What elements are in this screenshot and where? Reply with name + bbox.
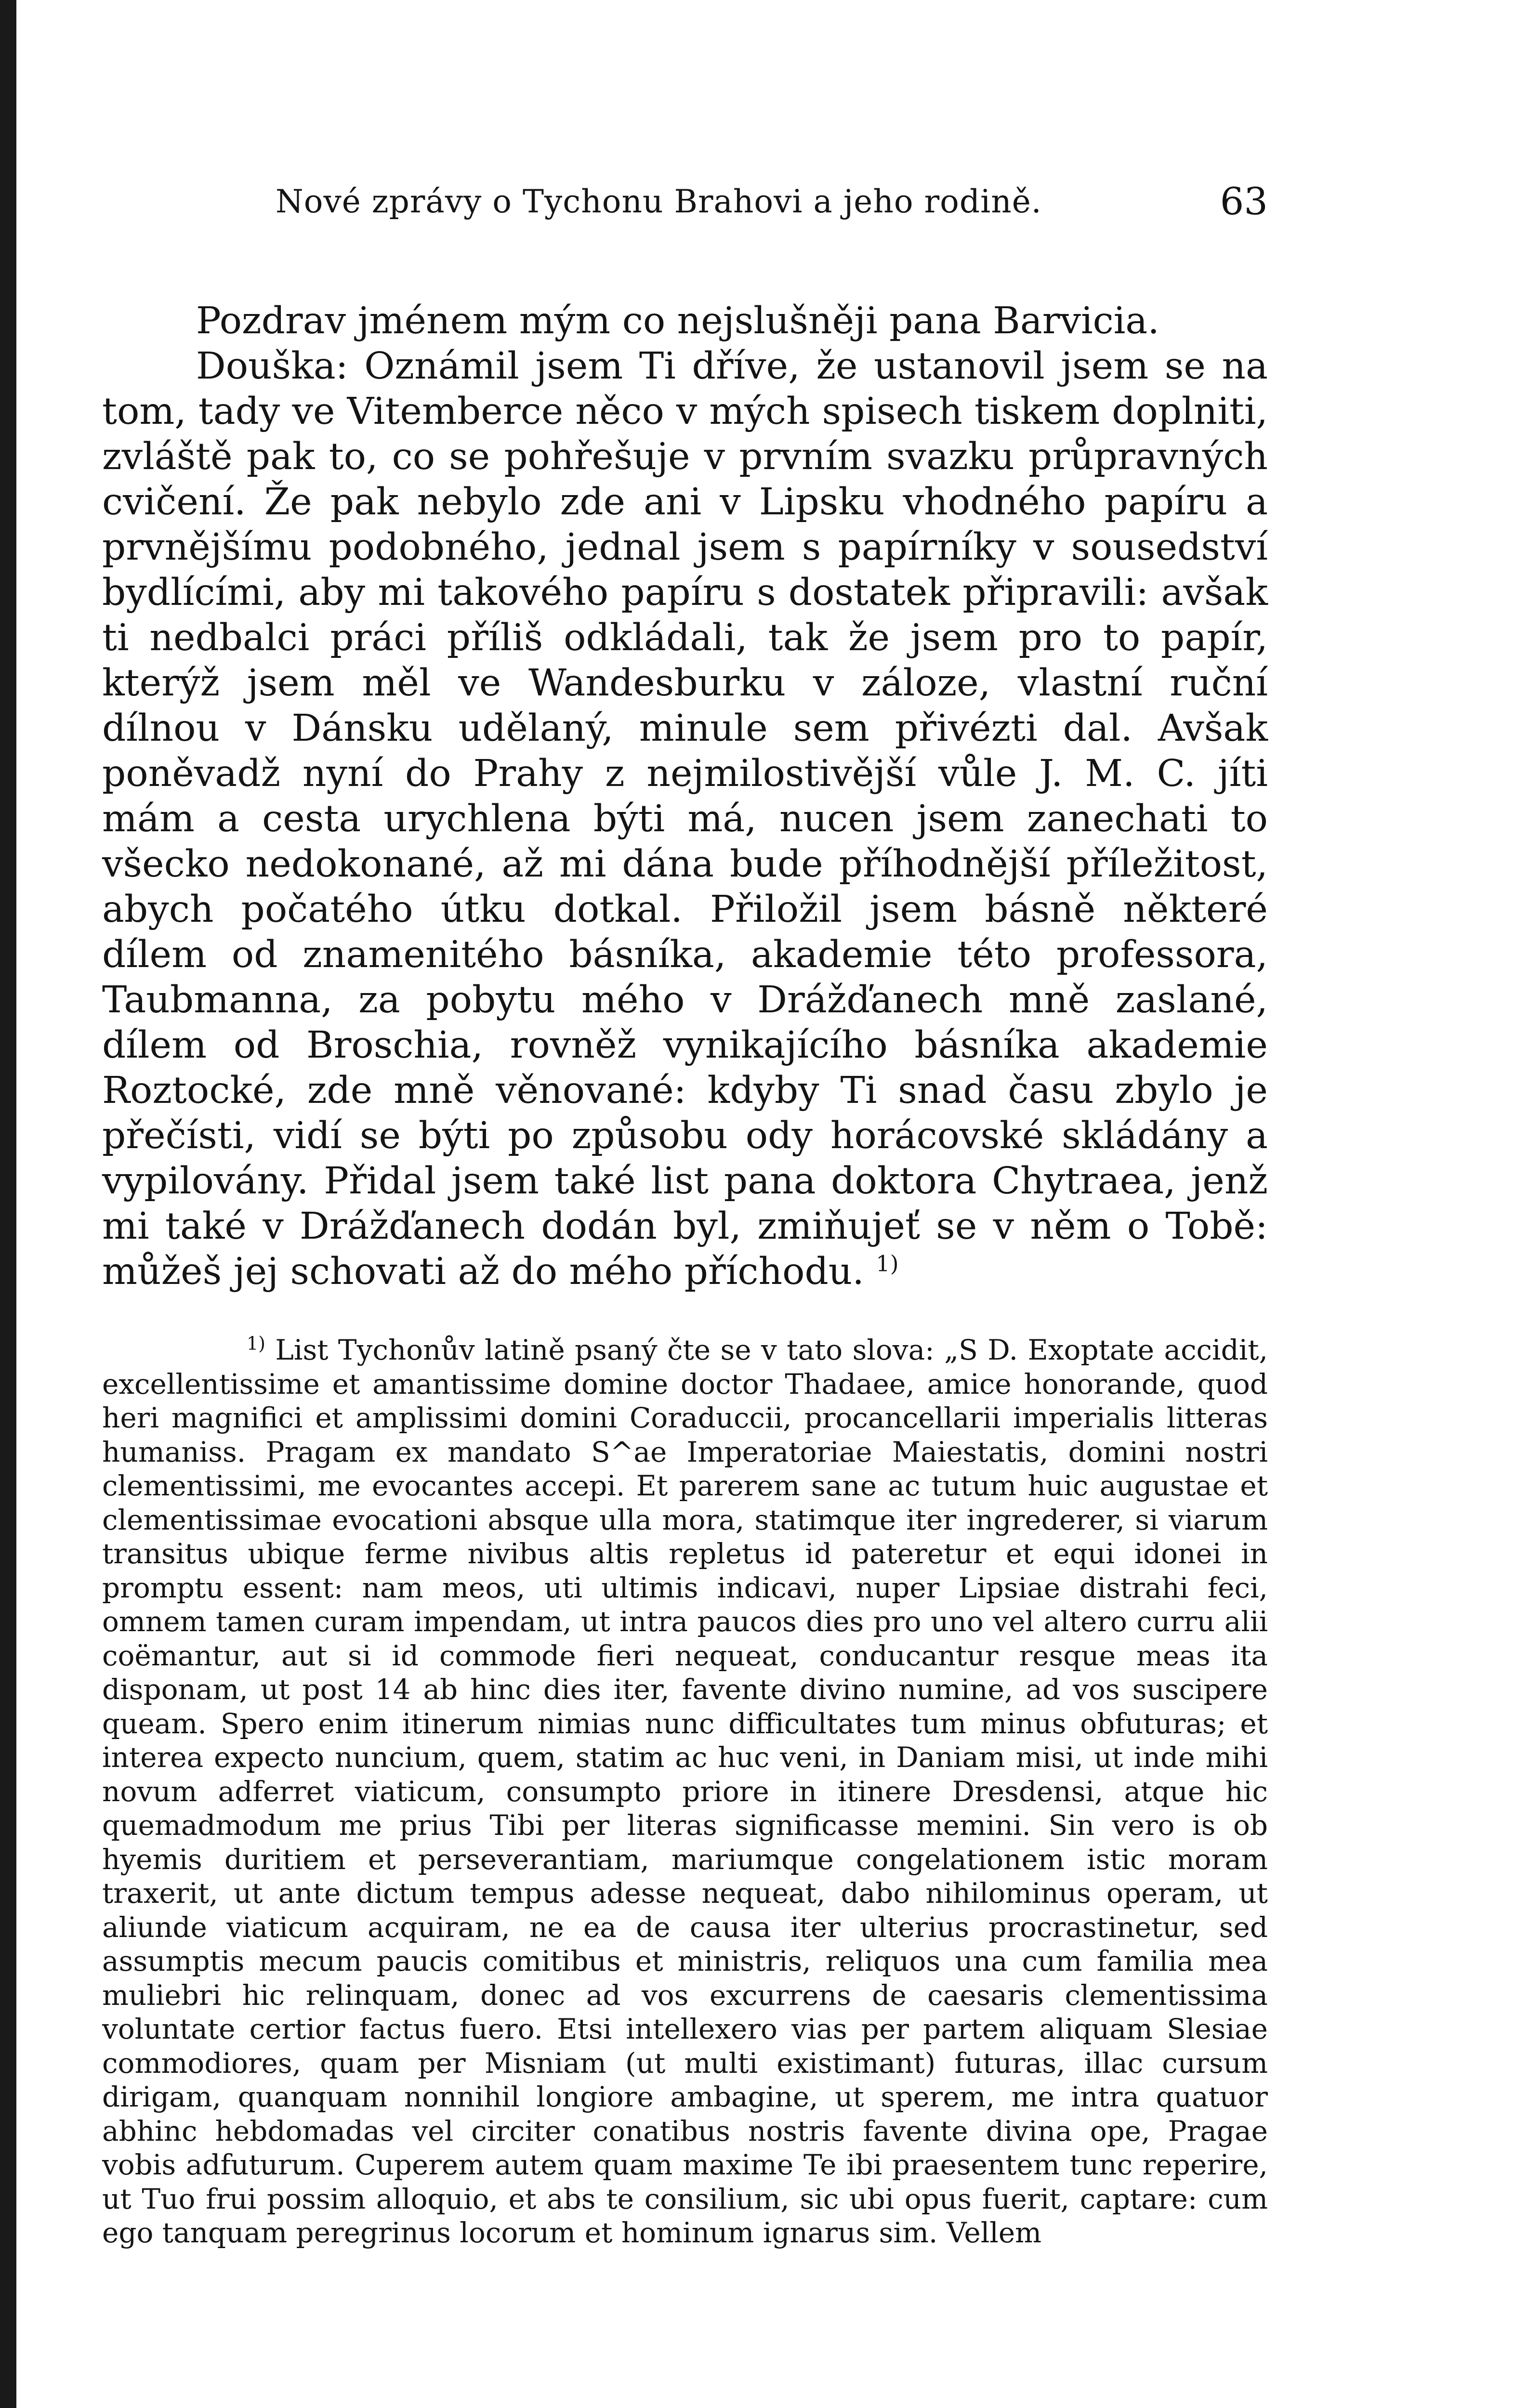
paragraph-text: Pozdrav jménem mým co nejslušněji pana Barvicia. [196, 300, 1159, 342]
paragraph-text: Douška: Oznámil jsem Ti dříve, že ustanovil jsem se na tom, tady ve Vitemberce něco v mých spisech tiskem doplniti, zvláště pak to, co se pohřešuje v prvním svazku průpravných cvičení. Že pak nebylo zde ani v Lipsku vhodného papíru a prvnějšímu podobného, jednal jsem s papírníky v sousedství bydlícími, aby mi takového papíru s dostatek připravili: avšak ti nedbalci práci příliš odkládali, tak že jsem pro to papír, kterýž jsem měl ve Wandesburku v záloze, vlastní ruční dílnou v Dánsku udělaný, minule sem přivézti dal. Avšak poněvadž nyní do Prahy z nejmilostivější vůle J. M. C. jíti mám a cesta urychlena býti má, nucen jsem zanechati to všecko nedokonané, až mi dána bude příhodnější příležitost, abych počatého útku dotkal. Přiložil jsem básně některé dílem od znamenitého básníka, akademie této professora, Taubmanna, za pobytu mého v Drážďanech mně zaslané, dílem od Broschia, rovněž vynikajícího básníka akademie Roztocké, zde mně věnované: kdyby Ti snad času zbylo je přečísti, vidí se býti po způsobu ody horácovské skládány a vypilovány. Přidal jsem také list pana doktora Chytraea, jenž mi také v Drážďanech dodán byl, zmiňujeť se v něm o Tobě: můžeš jej schovati až do mého příchodu. [102, 345, 1268, 1293]
main-text [102, 299, 1268, 1295]
running-head [102, 180, 1268, 236]
footnote-marker: 1) [247, 1333, 266, 1354]
paragraph [102, 299, 1268, 344]
footnote-reference: 1) [876, 1250, 899, 1277]
paragraph [102, 344, 1268, 1295]
running-title: Nové zprávy o Tychonu Brahovi a jeho rodině. [276, 183, 1042, 220]
footnote-text: List Tychonův latině psaný čte se v tato slova: „S D. Exoptate accidit, excellentissime et amantissime domine doctor Thadaee, amice honorande, quod heri magnifici et amplissimi domini Coraduccii, procancellarii imperialis litteras humaniss. Pragam ex mandato S^ae Imperatoriae Maiestatis, domini nostri clementissimi, me evocantes accepi. Et parerem sane ac tutum huic augustae et clementissimae evocationi absque ulla mora, statimque iter ingrederer, si viarum transitus ubique ferme nivibus altis repletus id pateretur et equi idonei in promptu essent: nam meos, uti ultimis indicavi, nuper Lipsiae distrahi feci, omnem tamen curam impendam, ut intra paucos dies pro uno vel altero curru alii coëmantur, aut si id commode fieri nequeat, conducantur resque meas ita disponam, ut post 14 ab hinc dies iter, favente divino numine, ad vos suscipere queam. Spero enim itinerum nimias nunc difficultates tum minus obfuturas; et interea expecto nuncium, quem, statim ac huc veni, in Daniam misi, ut inde mihi novum adferret viaticum, consumpto priore in itinere Dresdensi, atque hic quemadmodum me prius Tibi per literas significasse memini. Sin vero is ob hyemis duritiem et perseverantiam, mariumque congelationem istic moram traxerit, ut ante dictum tempus adesse nequeat, dabo nihilominus operam, ut aliunde viaticum acquiram, ne ea de causa iter ulterius procrastinetur, sed assumptis mecum paucis comitibus et ministris, reliquos una cum familia mea muliebri hic relinquam, donec ad vos excurrens de caesaris clementissima voluntate certior factus fuero. Etsi intellexero vias per partem aliquam Slesiae commodiores, quam per Misniam (ut multi existimant) futuras, illac cursum dirigam, quanquam nonnihil longiore ambagine, ut sperem, me intra quatuor abhinc hebdomadas vel circiter conatibus nostris favente divina ope, Pragae vobis adfuturum. Cuperem autem quam maxime Te ibi praesentem tunc reperire, ut Tuo frui possim alloquio, et abs te consilium, sic ubi opus fuerit, captare: cum ego tanquam peregrinus locorum et hominum ignarus sim. Vellem [102, 1334, 1268, 2249]
page-number: 63 [1220, 180, 1268, 223]
footnote [102, 1333, 1268, 2250]
book-page [102, 180, 1268, 2250]
scan-edge-shadow [0, 0, 16, 2408]
